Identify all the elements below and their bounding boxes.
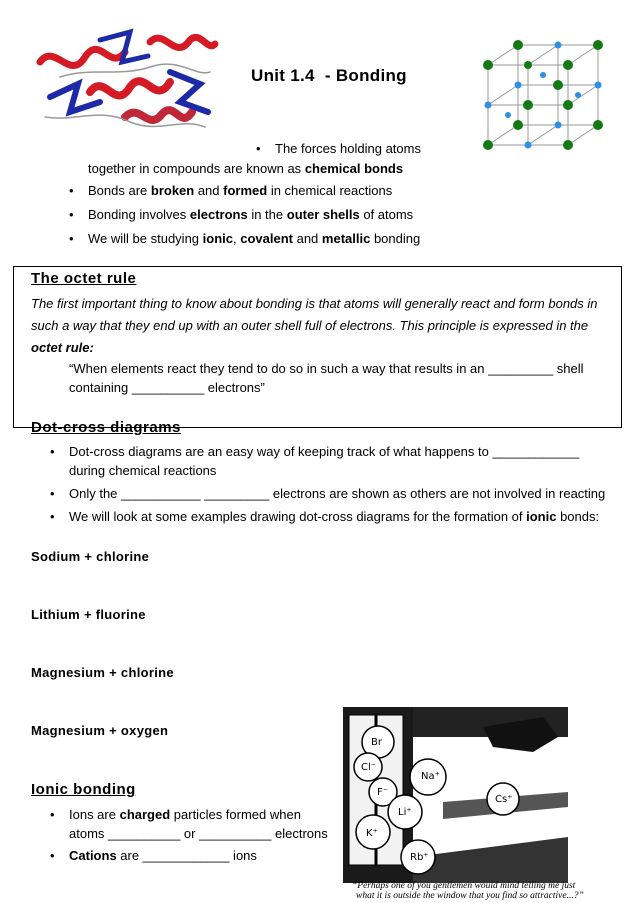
cartoon-caption-line-2: what it is outside the window that you find so attractive...?” (356, 891, 584, 901)
reaction-magnesium-oxygen: Magnesium + oxygen (31, 723, 169, 738)
intro-bullet-types: • We will be studying ionic, covalent and metallic bonding (88, 231, 420, 246)
intro-bullet-electrons: • Bonding involves electrons in the outer shells of atoms (88, 207, 413, 222)
ion-cartoon-image (343, 707, 568, 883)
ionic-bonding-heading: Ionic bonding (31, 781, 136, 798)
reaction-magnesium-chlorine: Magnesium + chlorine (31, 665, 174, 680)
octet-quote-line-1: “When elements react they tend to do so in such a way that results in an _________ shell (69, 361, 584, 376)
cartoon-ion-label: Br (371, 737, 382, 748)
cartoon-caption (352, 881, 584, 901)
dot-cross-bullet-3: • We will look at some examples drawing dot-cross diagrams for the formation of ionic bonds: (69, 509, 599, 524)
ion-cartoon-drawing (343, 707, 568, 883)
octet-text-line-1: The first important thing to know about bonding is that atoms will generally react and form bonds in (31, 296, 598, 311)
ionic-bullet-2: • Cations are ____________ ions (69, 848, 257, 863)
cartoon-ion-label: Cs⁺ (495, 794, 513, 805)
cartoon-ion-label: F⁻ (377, 787, 389, 798)
octet-rule-heading: The octet rule (31, 270, 137, 287)
cartoon-ion-label: Li⁺ (398, 807, 412, 818)
intro-bullet-forces: • The forces holding atoms (275, 141, 421, 156)
cartoon-ion-label: Rb⁺ (410, 852, 429, 863)
octet-rule-box (13, 266, 622, 428)
dot-cross-heading: Dot-cross diagrams (31, 419, 181, 436)
ionic-bullet-1: • Ions are charged particles formed when (69, 807, 301, 822)
protein-structure-image (30, 22, 220, 140)
cartoon-caption-line-1: “Perhaps one of you gentlemen would mind telling me just (352, 881, 576, 891)
dot-cross-bullet-2: • Only the ___________ _________ electrons are shown as others are not involved in reacting (69, 486, 605, 501)
intro-bullet-bonds: • Bonds are broken and formed in chemical reactions (88, 183, 392, 198)
cartoon-ion-label: Na⁺ (421, 771, 440, 782)
reaction-lithium-fluorine: Lithium + fluorine (31, 607, 146, 622)
octet-quote-line-2: containing __________ electrons” (69, 380, 265, 395)
octet-rule-label: octet rule: (31, 340, 94, 355)
reaction-sodium-chlorine: Sodium + chlorine (31, 549, 150, 564)
crystal-lattice-image (478, 40, 604, 152)
page-title: Unit 1.4 - Bonding (251, 66, 407, 85)
intro-bullet-forces-cont: together in compounds are known as chemical bonds (88, 161, 404, 176)
dot-cross-bullet-1: • Dot-cross diagrams are an easy way of keeping track of what happens to ____________ (69, 444, 579, 459)
ionic-bullet-1-cont: atoms __________ or __________ electrons (69, 826, 328, 841)
cartoon-ion-label: K⁺ (366, 828, 378, 839)
cartoon-ion-label: Cl⁻ (361, 762, 377, 773)
octet-text-line-2: such a way that they end up with an outer shell full of electrons. This principle is expressed in the (31, 318, 589, 333)
dot-cross-bullet-1-cont: during chemical reactions (69, 463, 217, 478)
